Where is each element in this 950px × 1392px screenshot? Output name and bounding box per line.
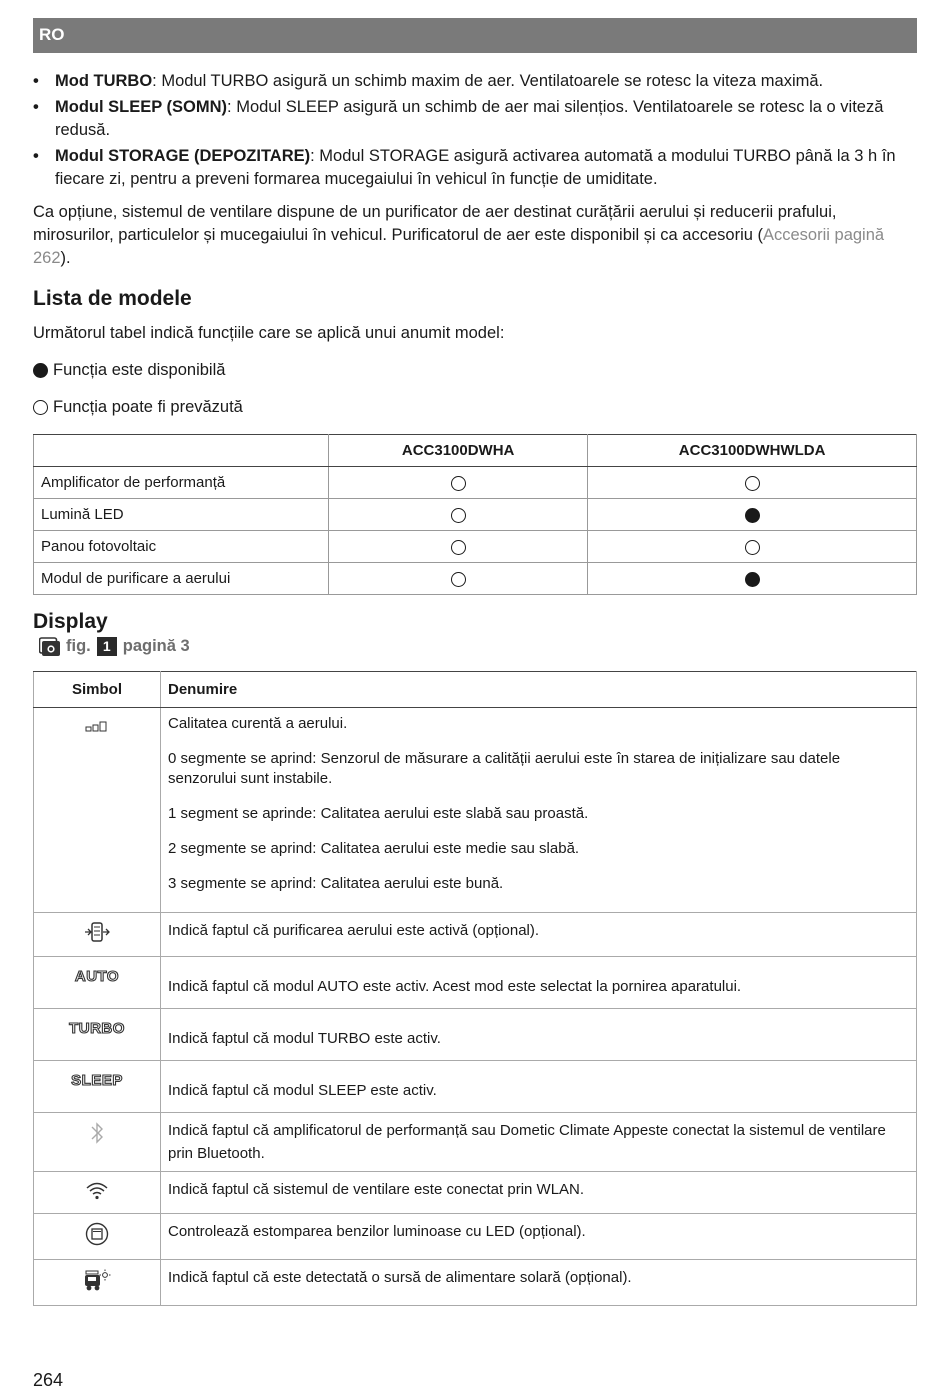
models-intro: Următorul tabel indică funcțiile care se aplică unui anumit model:	[33, 324, 505, 342]
column-header: Simbol	[34, 672, 161, 708]
legend-label: Funcția este disponibilă	[53, 361, 226, 379]
purify-description: Indică faptul că purificarea aerului este activă (opțional).	[161, 913, 917, 957]
table-row	[34, 467, 917, 499]
language-code: RO	[39, 25, 65, 44]
table-row	[34, 499, 917, 531]
empty-circle-icon	[451, 508, 466, 523]
page-content	[33, 70, 917, 1306]
table-row	[34, 1214, 917, 1260]
bluetooth-icon	[90, 1121, 104, 1145]
filled-circle-icon	[33, 363, 48, 378]
filled-circle-icon	[745, 508, 760, 523]
list-item-text: : Modul STORAGE asigură activarea automată a modului TURBO până la 3 h în fiecare zi, pentru a preveni formarea mucegaiului în vehicul în funcție de umiditate.	[55, 147, 896, 188]
legend-label: Funcția poate fi prevăzută	[53, 398, 243, 416]
wlan-description: Indică faptul că sistemul de ventilare este conectat prin WLAN.	[161, 1172, 917, 1214]
table-row	[34, 1260, 917, 1306]
list-item-term: Modul STORAGE (DEPOZITARE)	[55, 147, 311, 165]
column-header: ACC3100DWHWLDA	[588, 435, 917, 467]
column-header: Denumire	[161, 672, 917, 708]
empty-circle-icon	[451, 540, 466, 555]
page-number: 264	[33, 1370, 64, 1390]
description-text: Calitatea curentă a aerului.	[168, 715, 348, 732]
column-header	[34, 435, 329, 467]
fig-label: fig.	[66, 637, 91, 655]
mode-list	[33, 70, 917, 191]
filled-circle-icon	[745, 572, 760, 587]
feature-label: Amplificator de performanță	[34, 467, 329, 499]
display-heading: Display	[33, 610, 108, 633]
table-row	[34, 708, 917, 913]
table-row	[34, 957, 917, 1009]
solar-description: Indică faptul că este detectată o sursă de alimentare solară (opțional).	[161, 1260, 917, 1306]
list-item-text: : Modul SLEEP asigură un schimb de aer mai silențios. Ventilatoarele se rotesc la o viteză redusă.	[55, 98, 884, 139]
figure-reference[interactable]	[33, 635, 917, 658]
purifier-paragraph	[33, 201, 917, 270]
table-row	[34, 1113, 917, 1172]
symbol-table	[33, 671, 917, 1306]
table-row	[34, 531, 917, 563]
bluetooth-description: Indică faptul că amplificatorul de performanță sau Dometic Climate Appeste conectat la sistemul de ventilare prin Bluetooth.	[161, 1113, 917, 1172]
table-header-row	[34, 435, 917, 467]
sleep-mode-icon: SLEEP	[71, 1072, 123, 1089]
auto-mode-icon: AUTO	[74, 968, 120, 985]
sleep-description: Indică faptul că modul SLEEP este activ.	[161, 1061, 917, 1113]
table-header-row	[34, 672, 917, 708]
list-item	[33, 70, 917, 93]
air-quality-description	[161, 708, 917, 913]
description-text: 1 segment se aprinde: Calitatea aerului este slabă sau proastă.	[168, 805, 589, 822]
turbo-mode-icon: TURBO	[69, 1020, 125, 1037]
paragraph-text: Ca opțiune, sistemul de ventilare dispune de un purificator de aer destinat curățării aerului și reducerii prafului, mirosurilor, particulelor și mucegaiului în vehicul. Purificatorul de aer este disponibil și ca accesoriu (	[33, 203, 837, 244]
table-row	[34, 1009, 917, 1061]
empty-circle-icon	[745, 540, 760, 555]
empty-circle-icon	[745, 476, 760, 491]
fig-number: 1	[97, 637, 117, 656]
column-header: ACC3100DWHA	[329, 435, 588, 467]
table-row	[34, 1172, 917, 1214]
description-text: 0 segmente se aprind: Senzorul de măsurare a calității aerului este în starea de inițializare sau datele senzorului sunt instabile.	[168, 750, 841, 787]
air-purify-icon	[84, 921, 110, 943]
accessories-link[interactable]: Accesorii pagină 262	[33, 226, 885, 267]
fig-page: pagină 3	[122, 637, 190, 655]
empty-circle-icon	[451, 476, 466, 491]
led-description: Controlează estomparea benzilor luminoase cu LED (opțional).	[161, 1214, 917, 1260]
language-header	[33, 18, 917, 53]
solar-van-icon	[83, 1268, 111, 1292]
empty-circle-icon	[451, 572, 466, 587]
table-row	[34, 1061, 917, 1113]
list-item-term: Mod TURBO	[55, 72, 153, 90]
feature-label: Modul de purificare a aerului	[34, 563, 329, 595]
camera-icon	[39, 637, 61, 657]
auto-description: Indică faptul că modul AUTO este activ. Acest mod este selectat la pornirea aparatului.	[161, 957, 917, 1009]
models-table	[33, 434, 917, 595]
description-text: 2 segmente se aprind: Calitatea aerului este medie sau slabă.	[168, 840, 580, 857]
list-item-term: Modul SLEEP (SOMN)	[55, 98, 228, 116]
feature-label: Panou fotovoltaic	[34, 531, 329, 563]
list-item	[33, 96, 917, 142]
legend-optional	[33, 396, 917, 419]
description-text: 3 segmente se aprind: Calitatea aerului este bună.	[168, 875, 504, 892]
models-heading: Lista de modele	[33, 287, 192, 310]
list-item-text: : Modul TURBO asigură un schimb maxim de aer. Ventilatoarele se rotesc la viteza maximă.	[152, 72, 824, 90]
signal-bars-icon	[85, 720, 109, 732]
turbo-description: Indică faptul că modul TURBO este activ.	[161, 1009, 917, 1061]
paragraph-tail: ).	[60, 249, 71, 267]
feature-label: Lumină LED	[34, 499, 329, 531]
wifi-icon	[85, 1180, 109, 1200]
led-dimmer-icon	[85, 1222, 109, 1246]
empty-circle-icon	[33, 400, 48, 415]
table-row	[34, 913, 917, 957]
legend-available	[33, 359, 917, 382]
table-row	[34, 563, 917, 595]
list-item	[33, 145, 917, 191]
